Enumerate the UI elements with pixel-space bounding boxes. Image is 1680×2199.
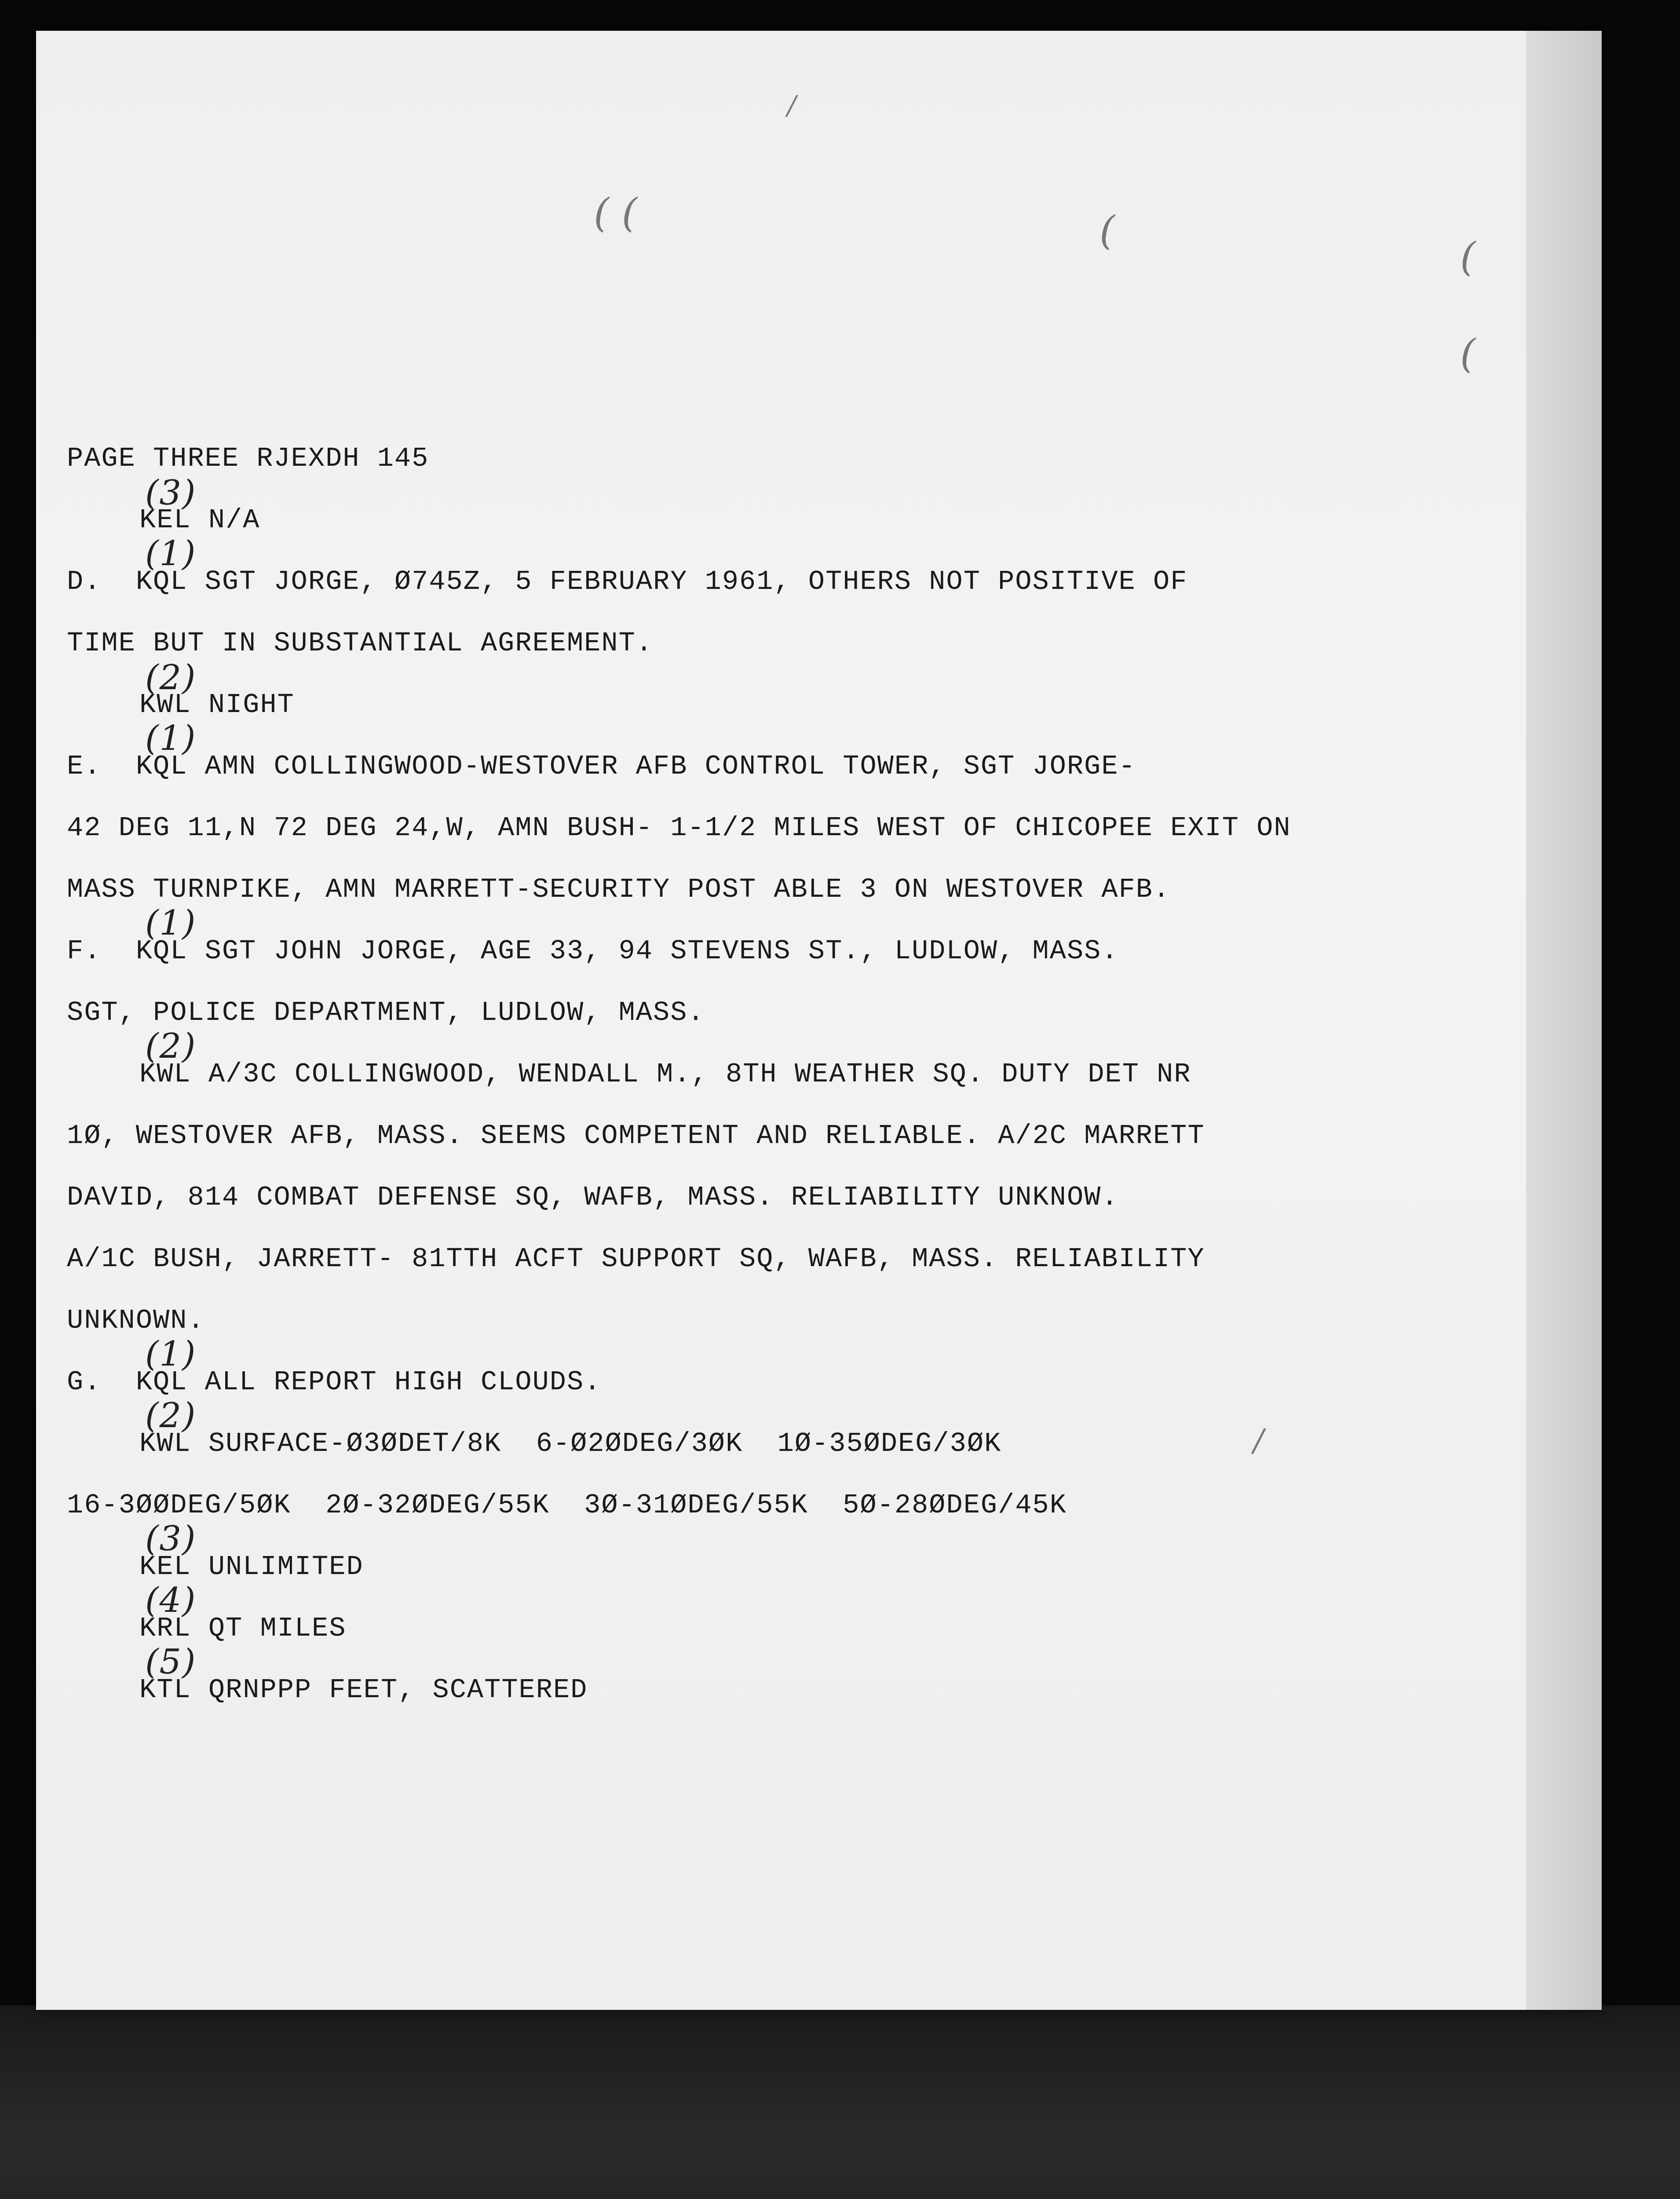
document-line: TIME BUT IN SUBSTANTIAL AGREEMENT.	[67, 628, 654, 659]
document-line: DAVID, 814 COMBAT DEFENSE SQ, WAFB, MASS. RELIABILITY UNKNOW.	[67, 1182, 1119, 1213]
scan-artifact: (	[1460, 331, 1476, 377]
handwritten-annotation: (1)	[145, 903, 197, 943]
handwritten-annotation: (3)	[145, 1519, 197, 1559]
handwritten-annotation: (5)	[145, 1642, 197, 1682]
handwritten-annotation: (1)	[145, 1334, 197, 1374]
document-line: KEL UNLIMITED	[139, 1551, 364, 1582]
handwritten-annotation: (2)	[145, 658, 197, 698]
document-line: E. KQL AMN COLLINGWOOD-WESTOVER AFB CONTROL TOWER, SGT JORGE-	[67, 751, 1136, 782]
document-line: SGT, POLICE DEPARTMENT, LUDLOW, MASS.	[67, 997, 705, 1028]
document-line: KRL QT MILES	[139, 1613, 347, 1644]
scan-artifact: (	[1099, 208, 1115, 254]
handwritten-annotation: (4)	[145, 1581, 197, 1620]
document-line: 1Ø, WESTOVER AFB, MASS. SEEMS COMPETENT AND RELIABLE. A/2C MARRETT	[67, 1120, 1205, 1151]
document-line: F. KQL SGT JOHN JORGE, AGE 33, 94 STEVENS ST., LUDLOW, MASS.	[67, 935, 1119, 967]
document-line: D. KQL SGT JORGE, Ø745Z, 5 FEBRUARY 1961, OTHERS NOT POSITIVE OF	[67, 566, 1188, 597]
handwritten-annotation: (2)	[145, 1396, 197, 1436]
document-line: 42 DEG 11,N 72 DEG 24,W, AMN BUSH- 1-1/2 MILES WEST OF CHICOPEE EXIT ON	[67, 812, 1291, 844]
document-line: KWL NIGHT	[139, 689, 295, 720]
document-line: MASS TURNPIKE, AMN MARRETT-SECURITY POST ABLE 3 ON WESTOVER AFB.	[67, 874, 1171, 905]
document-line: A/1C BUSH, JARRETT- 81TTH ACFT SUPPORT SQ, WAFB, MASS. RELIABILITY	[67, 1243, 1205, 1275]
background-film-edge	[0, 2005, 1680, 2199]
document-line: KWL A/3C COLLINGWOOD, WENDALL M., 8TH WEATHER SQ. DUTY DET NR	[139, 1059, 1191, 1090]
document-line: G. KQL ALL REPORT HIGH CLOUDS.	[67, 1366, 602, 1398]
handwritten-annotation: (3)	[145, 473, 197, 513]
document-line: UNKNOWN.	[67, 1305, 205, 1336]
document-line: KTL QRNPPP FEET, SCATTERED	[139, 1674, 588, 1706]
document-line: 16-3ØØDEG/5ØK 2Ø-32ØDEG/55K 3Ø-31ØDEG/55K 5Ø-28ØDEG/45K	[67, 1490, 1067, 1521]
handwritten-annotation: (2)	[145, 1026, 197, 1066]
page-heading: PAGE THREE RJEXDH 145	[67, 443, 429, 474]
document-line: KEL N/A	[139, 504, 260, 536]
handwritten-annotation: (1)	[145, 719, 197, 758]
scan-artifact: ( (	[594, 190, 637, 236]
scan-artifact: /	[787, 90, 796, 121]
page-edge-shadow	[1526, 31, 1602, 2010]
scan-artifact: /	[1253, 1422, 1264, 1458]
scan-artifact: (	[1460, 234, 1476, 280]
document-line: KWL SURFACE-Ø3ØDET/8K 6-Ø2ØDEG/3ØK 1Ø-35ØDEG/3ØK	[139, 1428, 1002, 1459]
handwritten-annotation: (1)	[145, 534, 197, 573]
